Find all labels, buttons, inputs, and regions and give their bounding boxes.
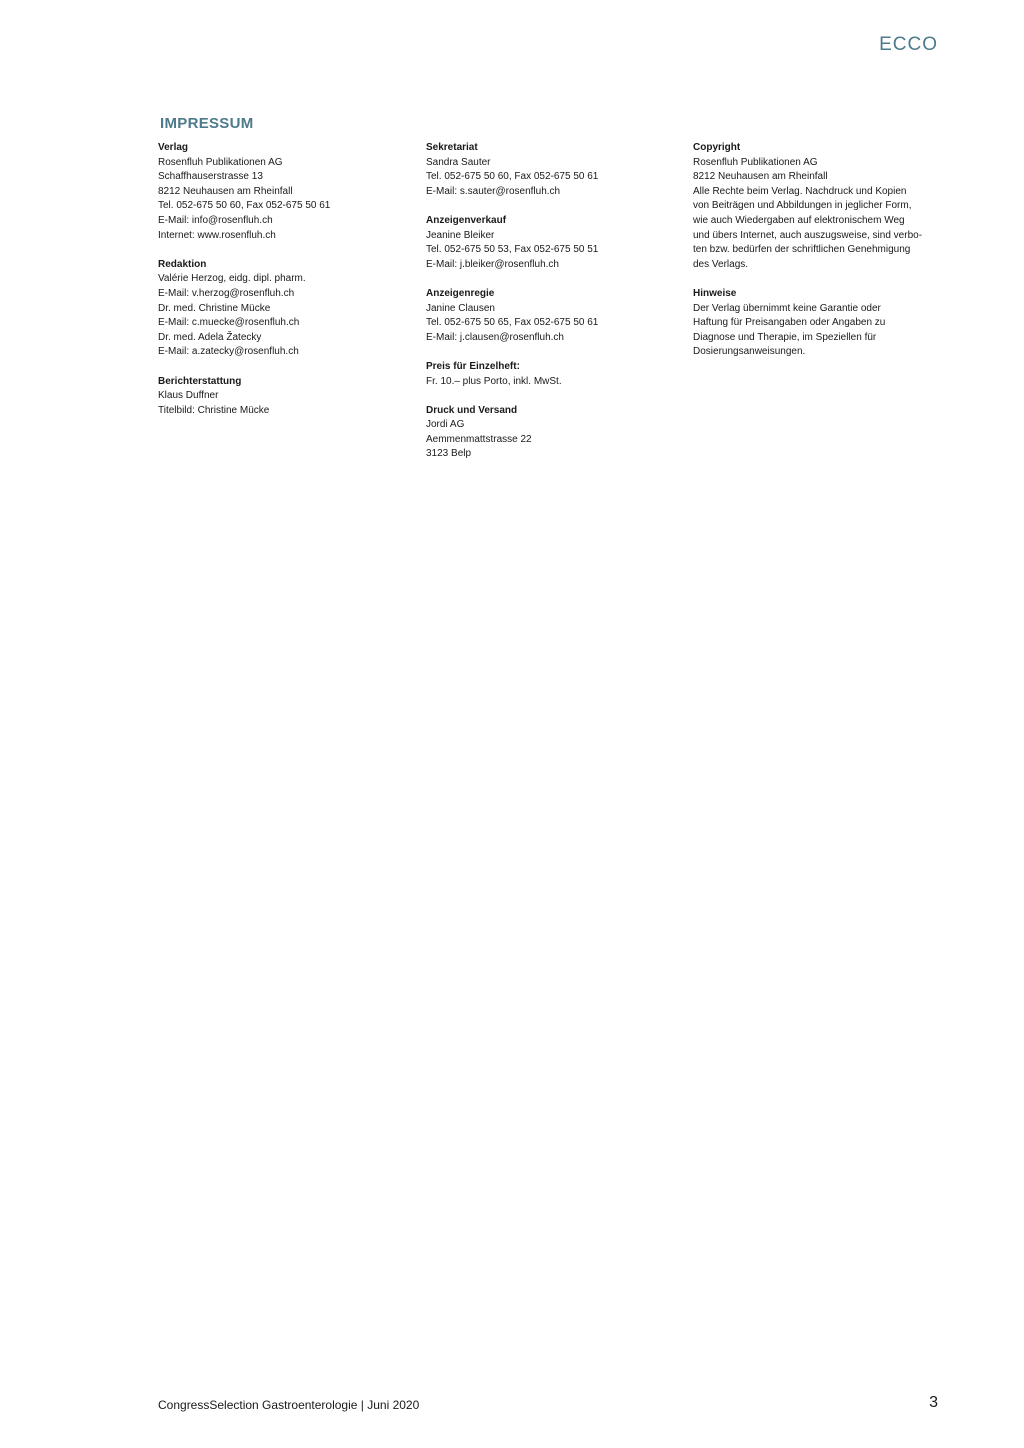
block-line: ten bzw. bedürfen der schriftlichen Genehmigung <box>693 244 911 256</box>
impressum-block <box>158 258 408 360</box>
block-heading: Hinweise <box>693 287 737 299</box>
block-line: E-Mail: a.zatecky@rosenfluh.ch <box>158 346 299 358</box>
impressum-block <box>426 141 676 199</box>
block-line: E-Mail: s.sauter@rosenfluh.ch <box>426 185 561 197</box>
block-heading: Preis für Einzelheft: <box>426 360 520 372</box>
block-heading: Anzeigenregie <box>426 287 495 299</box>
impressum-block <box>426 360 676 389</box>
block-line: 3123 Belp <box>426 448 472 460</box>
block-line: Dr. med. Adela Žatecky <box>158 331 262 343</box>
block-line: Janine Clausen <box>426 302 495 314</box>
block-heading: Redaktion <box>158 258 207 270</box>
block-heading: Anzeigenverkauf <box>426 214 507 226</box>
block-line: E-Mail: c.muecke@rosenfluh.ch <box>158 317 300 329</box>
impressum-block <box>426 214 676 272</box>
block-line: Tel. 052-675 50 60, Fax 052-675 50 61 <box>426 171 599 183</box>
block-line: Tel. 052-675 50 65, Fax 052-675 50 61 <box>426 317 599 329</box>
block-line: und übers Internet, auch auszugsweise, sind verbo- <box>693 229 923 241</box>
impressum-block <box>693 141 943 272</box>
column-right <box>693 141 943 375</box>
block-line: Klaus Duffner <box>158 390 219 402</box>
block-line: 8212 Neuhausen am Rheinfall <box>693 171 828 183</box>
block-heading: Verlag <box>158 142 189 153</box>
block-line: Aemmenmattstrasse 22 <box>426 433 532 445</box>
block-line: von Beiträgen und Abbildungen in jeglicher Form, <box>693 200 912 212</box>
block-heading: Druck und Versand <box>426 404 518 416</box>
impressum-block <box>158 375 408 419</box>
block-line: Titelbild: Christine Mücke <box>158 404 270 416</box>
block-heading: Copyright <box>693 142 741 153</box>
block-line: Der Verlag übernimmt keine Garantie oder <box>693 302 881 314</box>
block-line: Rosenfluh Publikationen AG <box>158 156 283 168</box>
block-line: Alle Rechte beim Verlag. Nachdruck und Kopien <box>693 185 907 197</box>
block-line: Haftung für Preisangaben oder Angaben zu <box>693 317 886 329</box>
block-line: Internet: www.rosenfluh.ch <box>158 229 276 241</box>
block-line: Jordi AG <box>426 419 465 431</box>
footer-publication: CongressSelection Gastroenterologie | Juni 2020 <box>158 1398 420 1412</box>
block-line: E-Mail: v.herzog@rosenfluh.ch <box>158 287 295 299</box>
block-line: Sandra Sauter <box>426 156 491 168</box>
block-line: Tel. 052-675 50 53, Fax 052-675 50 51 <box>426 244 599 256</box>
block-heading: Berichterstattung <box>158 375 242 387</box>
block-line: Tel. 052-675 50 60, Fax 052-675 50 61 <box>158 200 331 212</box>
impressum-block <box>693 287 943 360</box>
block-heading: Sekretariat <box>426 142 478 153</box>
block-line: Fr. 10.– plus Porto, inkl. MwSt. <box>426 375 562 387</box>
page-title: IMPRESSUM <box>160 115 254 132</box>
column-left <box>158 141 408 433</box>
block-line: 8212 Neuhausen am Rheinfall <box>158 185 293 197</box>
column-middle <box>426 141 676 477</box>
block-line: Valérie Herzog, eidg. dipl. pharm. <box>158 273 306 285</box>
header-tag: ECCO <box>879 34 938 55</box>
block-line: E-Mail: info@rosenfluh.ch <box>158 214 273 226</box>
impressum-block <box>426 404 676 462</box>
block-line: des Verlags. <box>693 258 749 270</box>
impressum-block <box>426 287 676 345</box>
block-line: E-Mail: j.bleiker@rosenfluh.ch <box>426 258 559 270</box>
impressum-block <box>158 141 408 243</box>
block-line: Dosierungsanweisungen. <box>693 346 806 358</box>
block-line: Dr. med. Christine Mücke <box>158 302 271 314</box>
block-line: Jeanine Bleiker <box>426 229 495 241</box>
block-line: Rosenfluh Publikationen AG <box>693 156 818 168</box>
page-number: 3 <box>929 1394 938 1411</box>
block-line: wie auch Wiedergaben auf elektronischem Weg <box>693 214 905 226</box>
block-line: E-Mail: j.clausen@rosenfluh.ch <box>426 331 564 343</box>
block-line: Schaffhauserstrasse 13 <box>158 171 263 183</box>
block-line: Diagnose und Therapie, im Speziellen für <box>693 331 877 343</box>
